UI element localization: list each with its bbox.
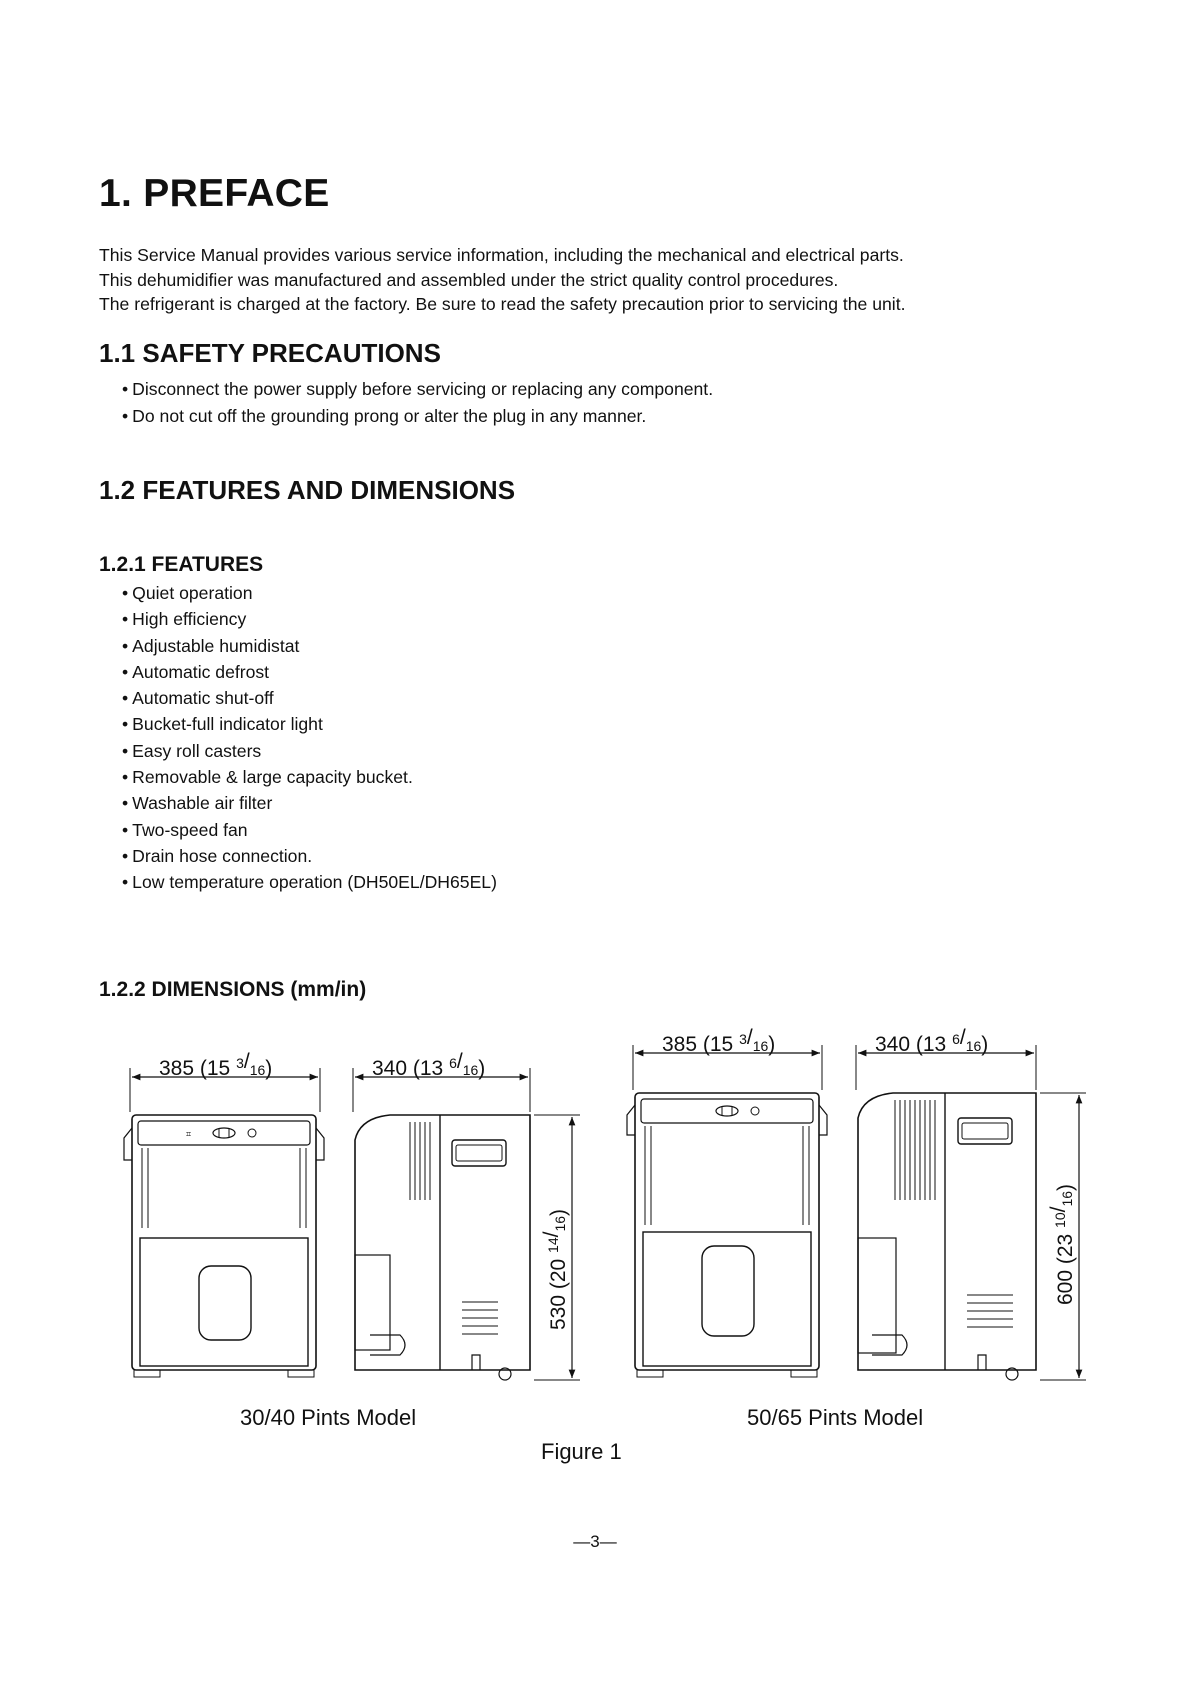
list-item: • Low temperature operation (DH50EL/DH65EL) [122,869,497,895]
intro-line: This dehumidifier was manufactured and assembled under the strict quality control procedures. [99,269,839,290]
large-height-label: 600 (23 $^{10}/_{16}$) [1047,1183,1077,1305]
list-item: • Automatic shut-off [122,685,497,711]
list-item: • Bucket-full indicator light [122,711,497,737]
list-item: • Two-speed fan [122,817,497,843]
dimensions-figure [0,1010,1190,1410]
large-width-label: 385 (15 $^3/_{16}$) [662,1026,776,1056]
features-list [122,580,497,896]
small-front-view [124,1068,324,1377]
list-item: • High efficiency [122,606,497,632]
small-depth-label: 340 (13 $^6/_{16}$) [372,1050,486,1080]
features-dimensions-heading: 1.2 FEATURES AND DIMENSIONS [99,475,516,505]
small-side-view [353,1068,580,1380]
intro-line: This Service Manual provides various service information, including the mechanical and electrical parts. [99,245,904,265]
list-item: • Disconnect the power supply before servicing or replacing any component. [122,376,713,403]
small-height-label: 530 (20 $^{14}/_{16}$) [540,1208,570,1330]
list-item: • Do not cut off the grounding prong or alter the plug in any manner. [122,403,713,430]
figure-caption: Figure 1 [541,1439,622,1464]
page-title: 1. PREFACE [99,172,330,215]
list-item: • Adjustable humidistat [122,633,497,659]
list-item: • Washable air filter [122,790,497,816]
svg-text:⌗: ⌗ [186,1129,192,1139]
list-item: • Removable & large capacity bucket. [122,764,497,790]
features-heading: 1.2.1 FEATURES [99,553,264,576]
small-model-caption: 30/40 Pints Model [240,1405,417,1430]
small-width-label: 385 (15 $^3/_{16}$) [159,1050,273,1080]
list-item: • Quiet operation [122,580,497,606]
safety-heading: 1.1 SAFETY PRECAUTIONS [99,338,441,368]
list-item: • Easy roll casters [122,738,497,764]
dimensions-heading: 1.2.2 DIMENSIONS (mm/in) [99,978,367,1001]
intro-line: The refrigerant is charged at the factory. Be sure to read the safety precaution prior to servicing the unit. [99,294,906,314]
large-front-view [627,1045,827,1377]
safety-list [122,376,713,429]
list-item: • Automatic defrost [122,659,497,685]
page-number: —3— [573,1532,617,1551]
large-depth-label: 340 (13 $^6/_{16}$) [875,1026,989,1056]
intro-paragraph [99,243,905,317]
large-model-caption: 50/65 Pints Model [747,1405,924,1430]
list-item: • Drain hose connection. [122,843,497,869]
